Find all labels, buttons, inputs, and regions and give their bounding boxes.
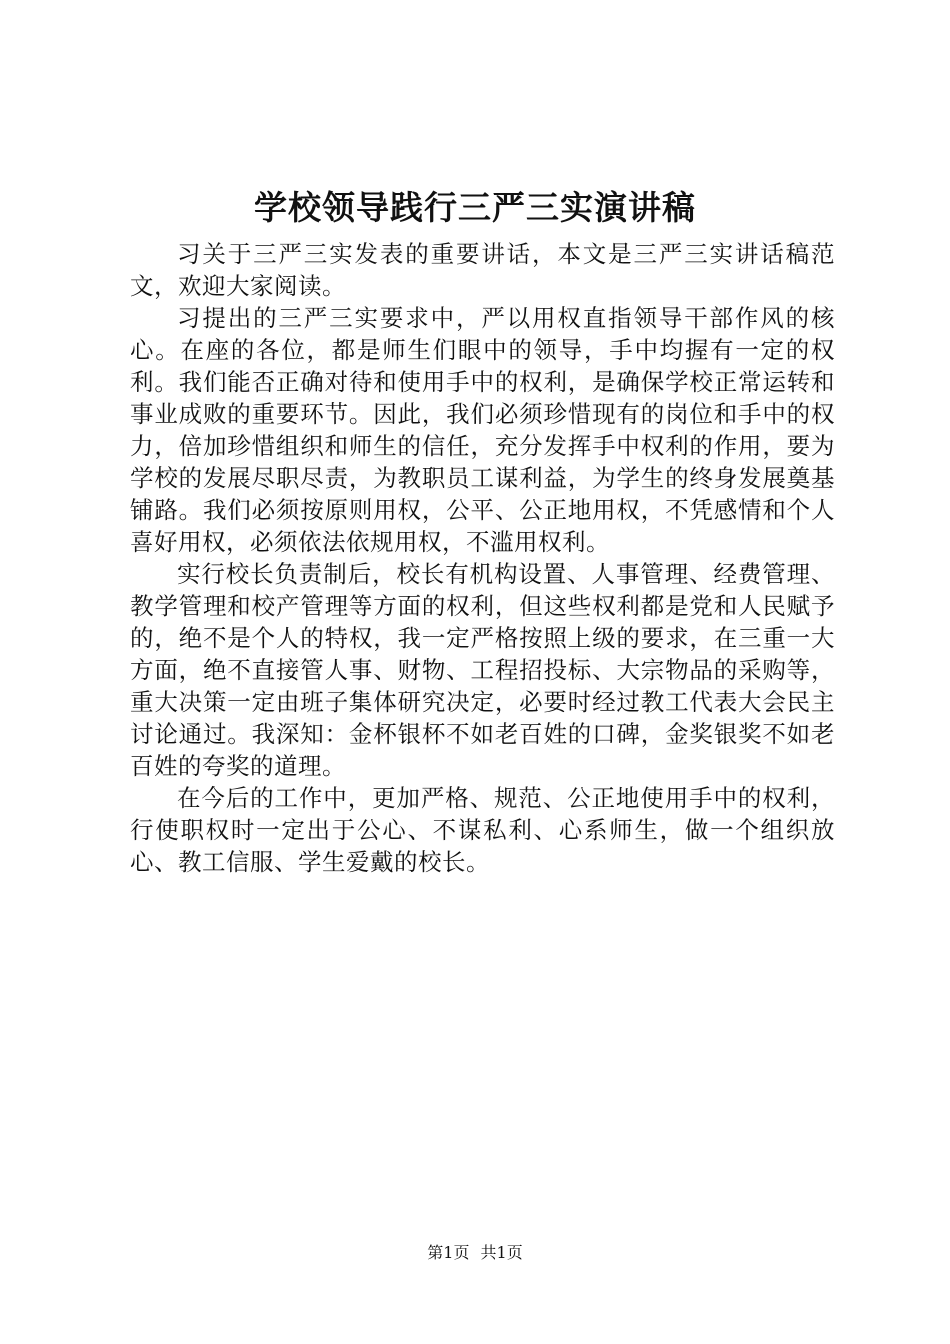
paragraph-3: 实行校长负责制后，校长有机构设置、人事管理、经费管理、教学管理和校产管理等方面的权利，但这些权利都是党和人民赋予的，绝不是个人的特权，我一定严格按照上级的要求，在三重一大方面，绝不直接管人事、财物、工程招投标、大宗物品的采购等，重大决策一定由班子集体研究决定，必要时经过教工代表大会民主讨论通过。我深知：金杯银杯不如老百姓的口碑，金奖银奖不如老百姓的夸奖的道理。 [130, 560, 835, 780]
page-number: 第1页 [427, 1243, 470, 1262]
page-footer [0, 1242, 950, 1264]
document-title: 学校领导践行三严三实演讲稿 [254, 188, 696, 227]
document-body [130, 238, 835, 878]
page-total: 共1页 [480, 1243, 523, 1262]
paragraph-4: 在今后的工作中，更加严格、规范、公正地使用手中的权利，行使职权时一定出于公心、不谋私利、心系师生，做一个组织放心、教工信服、学生爱戴的校长。 [130, 784, 835, 876]
paragraph-2: 习提出的三严三实要求中，严以用权直指领导干部作风的核心。在座的各位，都是师生们眼中的领导，手中均握有一定的权利。我们能否正确对待和使用手中的权利，是确保学校正常运转和事业成败的重要环节。因此，我们必须珍惜现有的岗位和手中的权力，倍加珍惜组织和师生的信任，充分发挥手中权利的作用，要为学校的发展尽职尽责，为教职员工谋利益，为学生的终身发展奠基铺路。我们必须按原则用权，公平、公正地用权，不凭感情和个人喜好用权，必须依法依规用权，不滥用权利。 [130, 304, 835, 556]
paragraph-1: 习关于三严三实发表的重要讲话，本文是三严三实讲话稿范文，欢迎大家阅读。 [130, 240, 835, 300]
